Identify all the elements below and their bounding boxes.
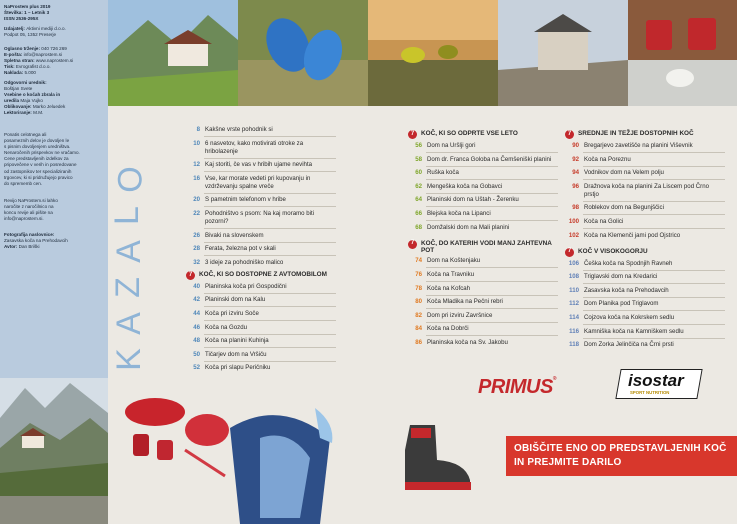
section-heading: 7 KOČ V VISOKOGORJU [565,248,725,257]
toc-entry[interactable] [186,324,336,332]
toc-column-3 [565,126,725,349]
page-number: 100 [568,217,579,225]
toc-entry[interactable] [408,156,558,164]
toc-entry[interactable] [408,271,558,279]
page-number: 26 [193,231,200,239]
page-number: 84 [415,325,422,333]
toc-entry[interactable] [565,204,725,212]
tea-cups-photo [628,0,737,106]
page-number: 42 [193,296,200,304]
divider [204,242,336,243]
page-number: 92 [572,155,579,163]
page-number: 44 [193,309,200,317]
sidebar-line: Zasavska koča na Prehodavcih [4,238,68,244]
sidebar-line: Boštjan Svete [4,86,33,92]
masthead-sidebar [0,0,108,524]
toc-entry[interactable] [408,196,558,204]
toc-entry[interactable] [565,341,725,349]
toc-entry[interactable] [186,259,336,267]
divider [204,334,336,335]
entry-title: Koča Mladika na Pečni rebri [427,298,503,306]
sidebar-line: NaProstem plus 2019 [4,4,51,9]
toc-entry[interactable] [186,337,336,345]
toc-entry[interactable] [565,273,725,281]
section-heading: 7 KOČ, KI SO ODPRTE VSE LETO [408,130,558,139]
divider [583,201,725,202]
page-number: 58 [415,155,422,163]
sidebar-line: Spletna stran: www.naprostem.si [4,58,74,64]
primus-logo: PRIMUS® [478,376,556,398]
page-number: 8 [196,126,200,133]
sidebar-line: pripovečene v verih in posredovane [4,162,77,168]
page-number: 116 [569,327,579,335]
sidebar-line: Izdajatelj: Aktivni mediji d.o.o. [4,26,66,31]
divider [204,361,336,362]
sidebar-block [4,198,106,222]
entry-title: Pohodništvo s psom: Na kaj moramo biti pozorni? [205,209,315,225]
divider [204,158,336,159]
entry-title: Triglavski dom na Kredarici [584,273,658,281]
stone-hut-photo [498,0,628,106]
entry-title: Dom Zorka Jelinčiča na Črni prsti [584,341,674,349]
entry-title: Koča na Travniku [427,270,475,278]
section-heading: 7 KOČ, DO KATERIH VODI MANJ ZAHTEVNA POT [408,240,558,255]
entry-title: Planinska koča pri Gospodični [205,282,287,290]
page-number: 108 [568,273,579,281]
kazalo-letter: Z [108,277,147,298]
entry-title: Cojzova koča na Kokrskem sedlu [584,313,675,321]
page-number: 74 [415,257,422,265]
divider [583,228,725,229]
divider [583,214,725,215]
toc-entry[interactable] [565,156,725,164]
sidebar-line: Oglasno trženje: 040 726 269 [4,46,67,51]
kazalo-letter: A [109,240,148,263]
divider [204,293,336,294]
sidebar-block [4,132,106,187]
entry-title: Koča na Klemenči jami pod Ojstrico [584,231,681,239]
toc-entry[interactable] [408,312,558,320]
kazalo-letter: A [109,312,148,335]
sidebar-line: Odgovorni urednik: [4,80,47,85]
section-heading: 7 KOČ, KI SO DOSTOPNE Z AVTOMOBILOM [186,271,336,280]
page-number: 56 [415,142,422,149]
toc-entry[interactable] [565,232,725,240]
entry-title: Češka koča na Spodnjih Ravneh [584,259,673,267]
toc-entry[interactable] [565,169,725,177]
badge-icon: 7 [565,248,574,257]
toc-entry[interactable] [186,232,336,240]
page-number: 98 [572,204,579,212]
entry-title: Kakšne vrste pohodnik si [205,126,273,133]
entry-title: Bivaki na slovenskem [205,231,264,239]
entry-title: Vodnikov dom na Velem polju [584,169,664,177]
divider [583,310,725,311]
page-number: 22 [193,209,200,217]
divider [583,270,725,271]
page-number: 10 [193,139,200,147]
sidebar-line: Avtor: Dan Briški [4,244,40,250]
toc-entry[interactable] [408,298,558,306]
entry-title: Koča na Golici [584,217,624,225]
toc-entry[interactable] [565,218,725,226]
page-number: 40 [193,282,200,290]
page-number: 12 [193,161,200,169]
page-number: 82 [415,311,422,319]
toc-entry[interactable] [186,245,336,253]
page-number: 50 [193,350,200,358]
toc-entry[interactable] [408,210,558,218]
entry-title: Ruška koča [427,169,459,177]
sidebar-line: do sprememb cen. [4,180,43,186]
entry-title: Dom na Koštenjaku [427,257,481,265]
sidebar-line: E-pošta: info@naprostem.si [4,52,63,58]
page-number: 94 [572,169,579,177]
sidebar-block [4,232,106,250]
sidebar-line: Tisk: Evrografist d.o.o. [4,64,51,70]
toc-entry[interactable] [186,161,336,169]
sidebar-line: ISSN 2536-295X [4,16,39,22]
kazalo-letter: L [107,206,146,225]
photo-strip [108,0,737,106]
toc-entry[interactable] [186,210,336,226]
toc-column-2 [408,126,558,347]
page-number: 76 [415,270,422,278]
entry-title: Dom pri izviru Završnice [427,311,493,319]
sidebar-line: Lektoriranje: M.M. [4,110,44,116]
divider [204,306,336,307]
toc-entry[interactable] [186,351,336,359]
toc-entry[interactable] [408,224,558,232]
mountain-hut-photo [0,378,108,524]
entry-title: Mengeška koča na Gobavci [427,182,503,190]
page-number: 64 [415,196,422,204]
page-number: 68 [415,223,422,231]
sidebar-line: od zastopnikov ter specializiranih [4,168,72,174]
toc-entry[interactable] [408,325,558,333]
entry-title: Koča na Poreznu [584,155,631,163]
entry-title: Ferata, železna pot v skali [205,245,276,253]
sidebar-line: Naklada: 5.000 [4,70,36,76]
sidebar-line: posameznih delov je dovoljen le [4,138,70,144]
toc-entry[interactable] [408,285,558,293]
kazalo-title [107,140,152,380]
divider [204,320,336,321]
hiking-boot-photo [395,420,475,495]
entry-title: Roblekov dom na Begunjščici [584,204,664,212]
entry-title: Domžalski dom na Mali planini [427,223,510,231]
divider [426,220,558,221]
sidebar-line: Nenaročenih prispevkov ne vračamo. [4,150,80,156]
sidebar-line: trgovcev, ki si pridružujejo pravico [4,174,73,180]
sidebar-line: uredila Maja Vujko [4,98,43,104]
page-number: 28 [193,245,200,253]
divider [204,228,336,229]
entry-title: Kaj storiti, če vas v hribih ujame nevihta [205,161,313,169]
sidebar-block [4,46,106,76]
entry-title: Dražnova koča na planini Za Liscem pod Črno prstjo [584,182,709,198]
divider [583,338,725,339]
divider [426,206,558,207]
divider [583,297,725,298]
sidebar-line: Podpot 05, 1352 Preserje [4,32,57,38]
divider [583,324,725,325]
toc-entry[interactable] [186,296,336,304]
kazalo-letter: K [109,348,148,371]
divider [426,193,558,194]
toc-entry[interactable] [565,300,725,308]
badge-icon: 7 [186,271,195,280]
divider [426,335,558,336]
page-number: 102 [568,231,579,239]
sidebar-block [4,80,106,117]
sidebar-line: Cene predstavljenih izdelkov za [4,156,69,162]
page-number: 20 [193,196,200,204]
divider [204,136,336,137]
page-number: 96 [572,182,579,190]
hut-meadow-photo [108,0,238,106]
sidebar-line: koncu revije ali pišite na [4,210,53,216]
page-number: 114 [569,313,579,321]
toc-entry[interactable] [565,287,725,295]
toc-entry[interactable] [565,314,725,322]
page-number: 78 [415,284,422,292]
entry-title: Koča na Gozdu [205,323,248,331]
promo-banner [506,436,737,476]
banner-line-1: OBIŠČITE ENO OD PREDSTAVLJENIH KOČ [514,443,727,454]
toc-entry[interactable] [565,142,725,150]
divider [204,171,336,172]
badge-icon: 7 [565,130,574,139]
page-number: 112 [569,300,579,308]
entry-title: Koča pri slapu Peričniku [205,364,271,372]
isostar-tagline: SPORT NUTRITION [630,390,670,395]
sidebar-line: Fotografija naslovnice: [4,232,55,237]
toc-entry[interactable] [186,364,336,372]
toc-entry[interactable] [186,283,336,291]
entry-title: Planinski dom na Kalu [205,296,266,304]
entry-title: Planinska koča na Sv. Jakobu [427,338,508,346]
divider [426,267,558,268]
sidebar-line: info@naprostem.si. [4,216,44,222]
sidebar-line: Revijo NaProstem.si lahko [4,198,58,203]
page-number: 106 [568,259,579,267]
entry-title: Kamniška koča na Kamniškem sedlu [584,327,684,335]
page-number: 66 [415,209,422,217]
section-heading: 7 SREDNJE IN TEŽJE DOSTOPNIH KOČ [565,130,725,139]
toc-entry[interactable] [565,328,725,336]
divider [426,281,558,282]
page-number: 110 [569,286,579,294]
backpacks-photo [238,0,368,106]
page-number: 32 [193,258,200,266]
entry-title: Zasavska koča na Prehodavcih [584,286,669,294]
entry-title: Koča na Kofcah [427,284,471,292]
page-number: 86 [415,338,422,346]
divider [204,255,336,256]
toc-entry[interactable] [186,140,336,156]
entry-title: 6 nasvetov, kako motivirati otroke za hribolazenje [205,139,304,155]
sidebar-line: Ponatis celotnega ali [4,132,47,137]
toc-column-1 [186,126,336,372]
toc-entry[interactable] [408,169,558,177]
toc-entry[interactable] [408,257,558,265]
sidebar-line: Številka: 1 – Letnik 3 [4,10,50,16]
badge-icon: 7 [408,130,417,139]
toc-entry[interactable] [408,339,558,347]
toc-entry[interactable] [565,260,725,268]
toc-entry[interactable] [408,183,558,191]
entry-title: Tičarjev dom na Vršiču [205,350,267,358]
entry-title: Blejska koča na Lipanci [427,209,491,217]
entry-title: 3 ideje za pohodniško malico [205,258,284,266]
toc-entry[interactable] [186,175,336,191]
sidebar-line: Oblikovanje: Marko Jeluedek [4,104,66,110]
entry-title: Dom Planika pod Triglavom [584,300,659,308]
divider [426,295,558,296]
banner-line-2: IN PREJMITE DARILO [514,457,622,468]
toc-entry[interactable] [408,142,558,150]
divider [583,166,725,167]
entry-title: Bregarjevo zavetišče na planini Viševnik [584,142,693,149]
divider [204,347,336,348]
sidebar-block [4,26,106,38]
page-number: 46 [193,323,200,331]
sidebar-line: s pisnim dovoljenjem uredništva. [4,144,71,150]
sleeping-bag-photo [220,398,340,524]
page-number: 90 [572,142,579,149]
entry-title: Vse, kar morate vedeti pri kupovanju in vzdrževanju spalne vreče [205,174,311,190]
page-number: 118 [569,341,579,349]
entry-title: Koča na planini Kuhinja [205,337,269,345]
isostar-wordmark: isostar [628,371,684,390]
badge-icon: 7 [408,240,417,249]
divider [204,206,336,207]
page-number: 60 [415,169,422,177]
divider [426,308,558,309]
sidebar-line: Vsebine o kočah zbrala in [4,92,61,98]
entry-title: Koča na Dobrči [427,325,469,333]
entry-title: Dom na Uršlji gori [427,142,476,149]
divider [426,322,558,323]
toc-entry[interactable] [186,196,336,204]
divider [583,152,725,153]
entry-title: Planinski dom na Uštah - Žerenku [427,196,519,204]
page-number: 52 [193,364,200,372]
sidebar-block [4,4,106,22]
page-number: 16 [193,174,200,182]
divider [204,193,336,194]
page-number: 48 [193,337,200,345]
entry-title: Dom dr. Franca Goloba na Čemšeniški planini [427,155,552,163]
entry-title: Koča pri izviru Soče [205,309,259,317]
divider [426,179,558,180]
entry-title: S pametnim telefonom v hribe [205,196,286,204]
toc-entry[interactable] [186,126,336,134]
divider [583,283,725,284]
sidebar-line: naročite z naročilnico na [4,204,54,210]
toc-entry[interactable] [186,310,336,318]
divider [583,179,725,180]
sunset-gear-photo [368,0,498,106]
toc-entry[interactable] [565,183,725,199]
page-number: 62 [415,182,422,190]
divider [426,152,558,153]
kazalo-letter: O [111,166,150,193]
page-number: 80 [415,298,422,306]
divider [426,166,558,167]
